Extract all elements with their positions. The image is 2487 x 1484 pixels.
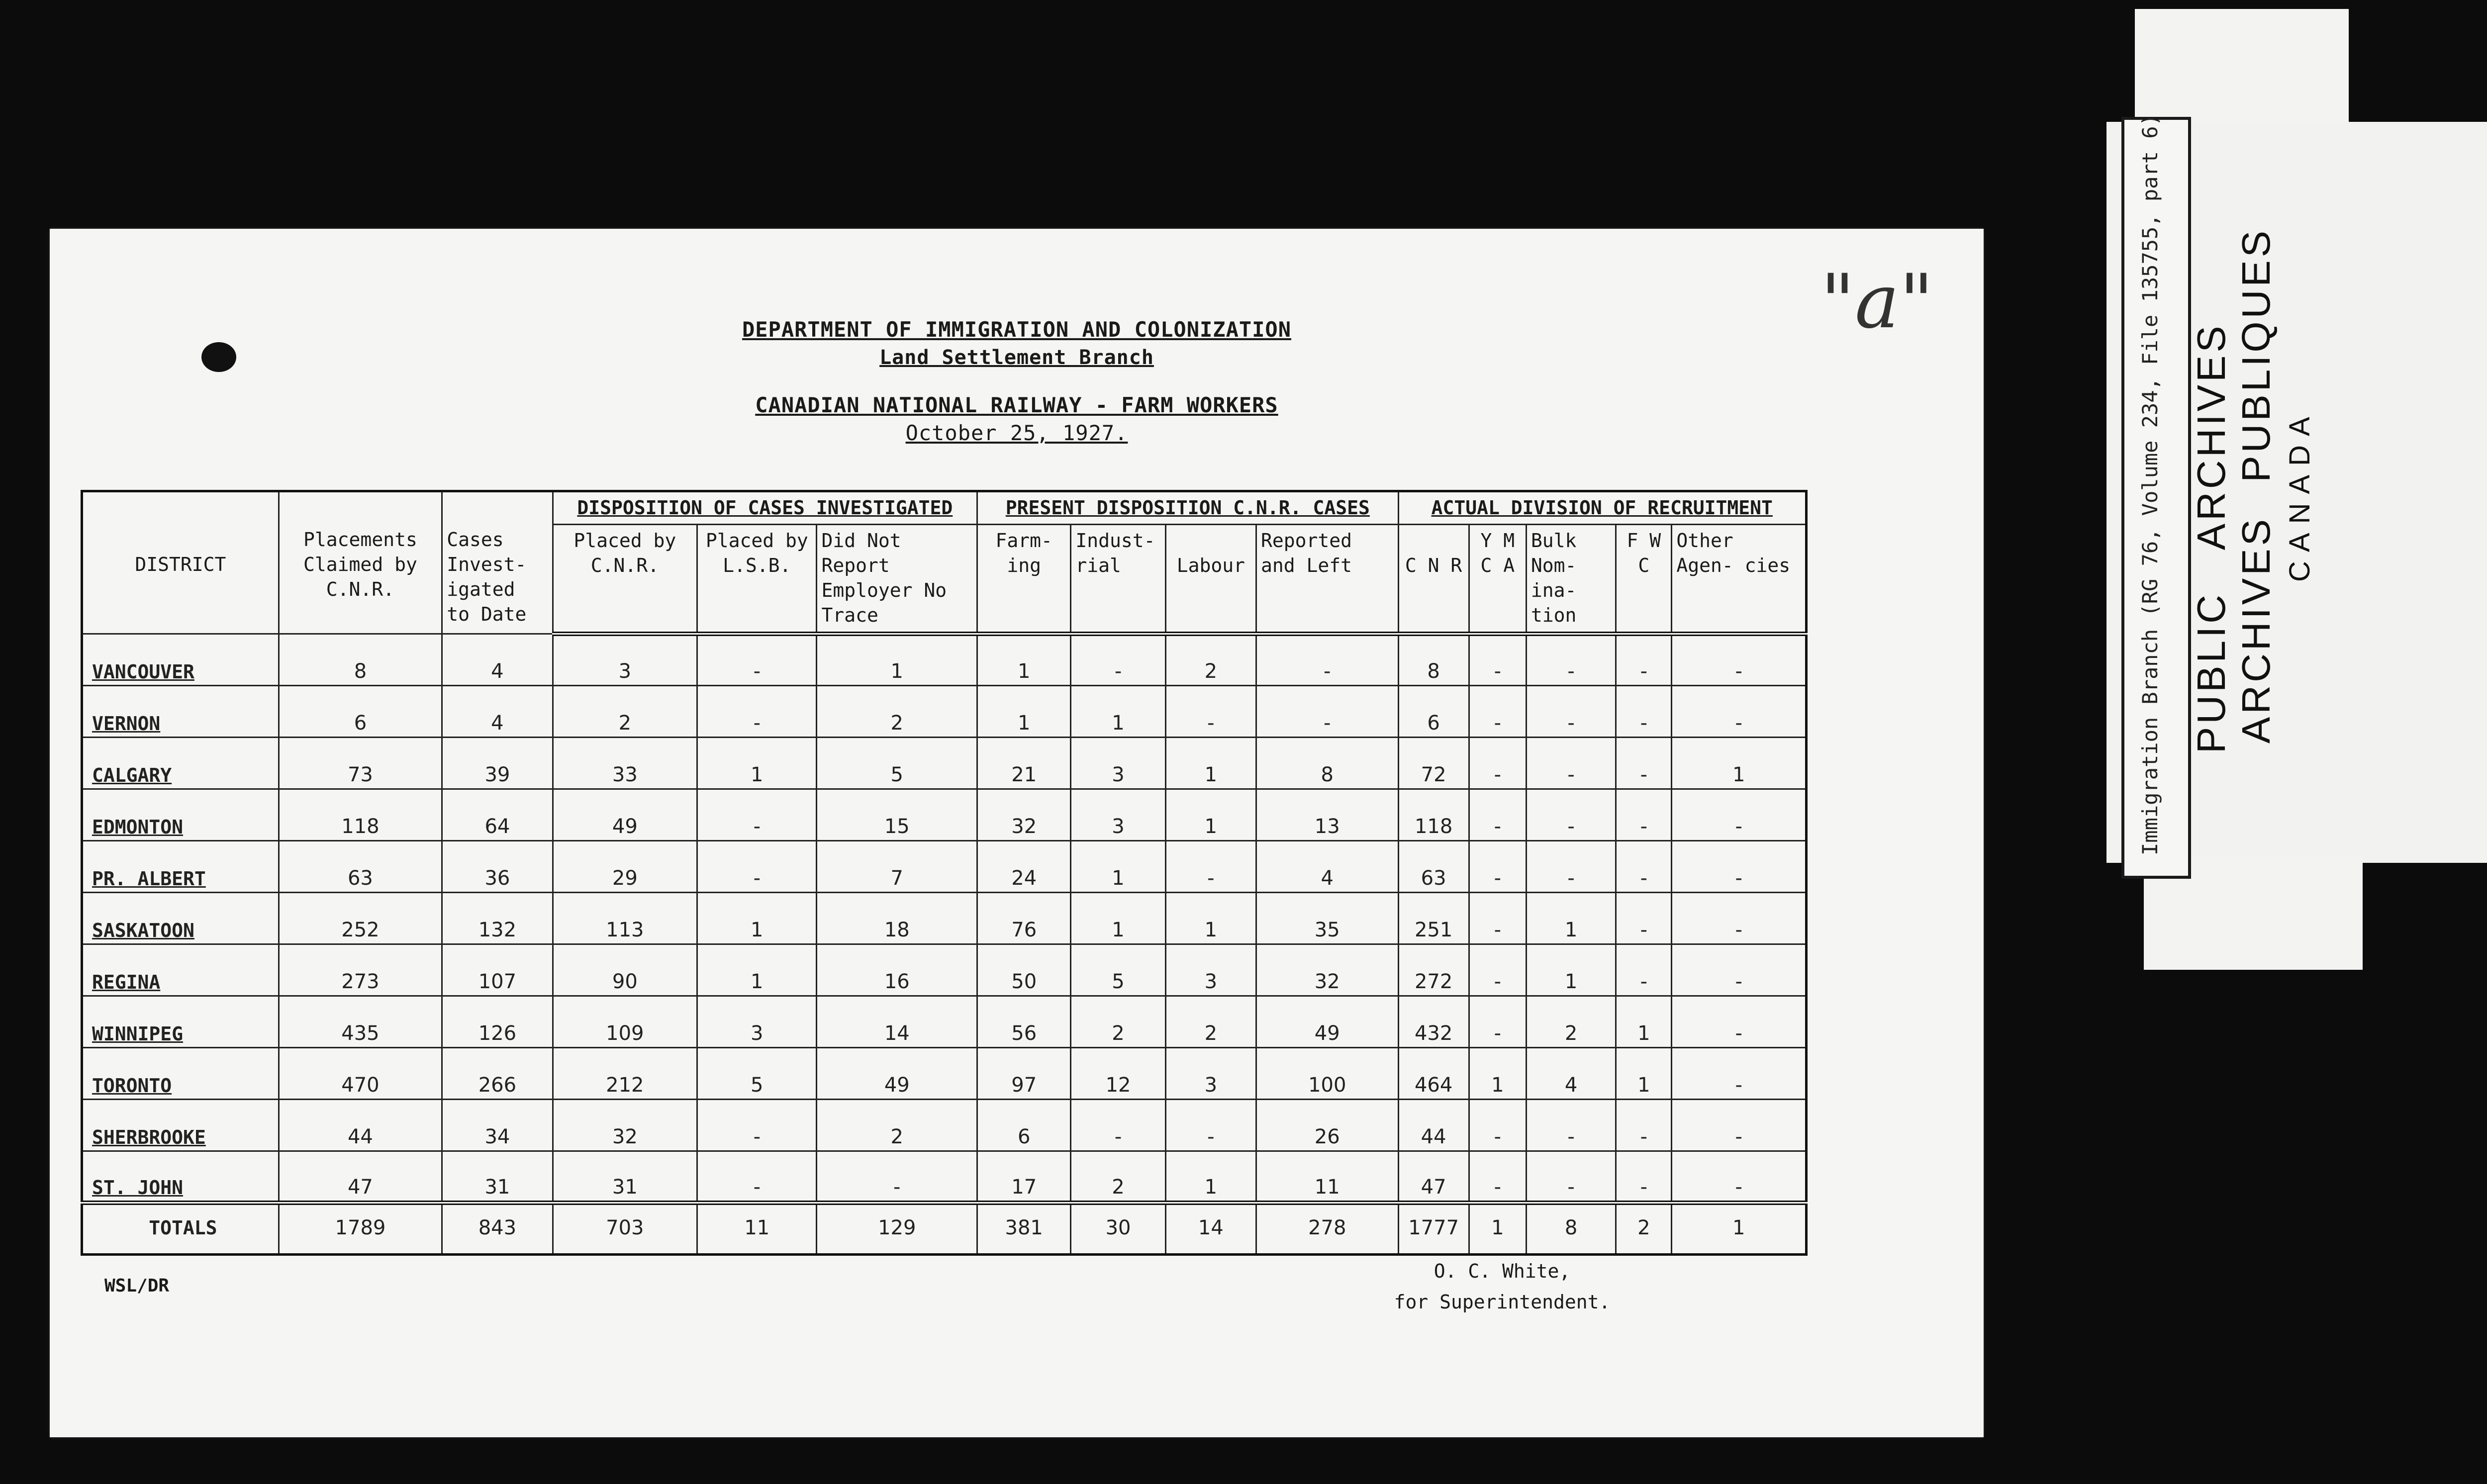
table-cell: 132	[442, 892, 553, 944]
table-cell: -	[1256, 686, 1398, 738]
total-cell: 8	[1526, 1203, 1616, 1254]
table-cell: 1	[1526, 892, 1616, 944]
document-page	[50, 229, 1984, 1437]
table-cell: 8	[279, 634, 442, 686]
district-name: VANCOUVER	[82, 634, 279, 686]
table-cell: -	[1469, 840, 1526, 892]
table-cell: 118	[1398, 789, 1469, 840]
table-cell: 251	[1398, 892, 1469, 944]
table-cell: -	[1672, 944, 1807, 996]
table-cell: 73	[279, 738, 442, 789]
table-cell: -	[1526, 634, 1616, 686]
table-cell: -	[1469, 892, 1526, 944]
table-cell: 273	[279, 944, 442, 996]
table-cell: 4	[442, 634, 553, 686]
table-cell: 1	[1469, 1047, 1526, 1099]
table-cell: 47	[279, 1151, 442, 1203]
archive-line-publiques: ARCHIVES PUBLIQUES	[2234, 227, 2278, 743]
table-cell: 31	[553, 1151, 697, 1203]
table-cell: 435	[279, 996, 442, 1047]
table-cell: 49	[1256, 996, 1398, 1047]
totals-row	[82, 1203, 1807, 1254]
table-cell: 39	[442, 738, 553, 789]
table-cell: -	[1672, 634, 1807, 686]
table-cell: -	[1526, 738, 1616, 789]
total-cell: 2	[1616, 1203, 1672, 1254]
table-cell: -	[1469, 1151, 1526, 1203]
table-cell: 26	[1256, 1099, 1398, 1151]
table-cell: -	[1616, 686, 1672, 738]
table-cell: 97	[977, 1047, 1071, 1099]
table-cell: 2	[1165, 996, 1256, 1047]
table-row	[82, 996, 1807, 1047]
table-cell: -	[1672, 686, 1807, 738]
table-cell: -	[1469, 738, 1526, 789]
table-cell: 14	[817, 996, 977, 1047]
table-cell: 56	[977, 996, 1071, 1047]
table-cell: 2	[1165, 634, 1256, 686]
table-cell: 50	[977, 944, 1071, 996]
district-name: REGINA	[82, 944, 279, 996]
col-other-agencies: Other Agen- cies	[1672, 524, 1807, 634]
table-cell: 12	[1071, 1047, 1165, 1099]
table-cell: 32	[553, 1099, 697, 1151]
handwritten-mark: "a"	[1820, 259, 1934, 345]
table-cell: -	[1526, 1099, 1616, 1151]
table-cell: -	[1616, 1099, 1672, 1151]
table-cell: -	[1616, 840, 1672, 892]
table-cell: 252	[279, 892, 442, 944]
table-cell: 15	[817, 789, 977, 840]
table-cell: -	[1165, 840, 1256, 892]
table-cell: 3	[1071, 738, 1165, 789]
col-fwc: F W C	[1616, 524, 1672, 634]
table-cell: 33	[553, 738, 697, 789]
table-cell: 4	[1256, 840, 1398, 892]
table-cell: -	[1165, 1099, 1256, 1151]
table-cell: 18	[817, 892, 977, 944]
table-cell: 90	[553, 944, 697, 996]
table-cell: 1	[1616, 1047, 1672, 1099]
table-cell: 17	[977, 1151, 1071, 1203]
table-cell: 1	[1165, 789, 1256, 840]
table-cell: -	[1469, 789, 1526, 840]
table-cell: 113	[553, 892, 697, 944]
table-cell: 49	[817, 1047, 977, 1099]
table-cell: 64	[442, 789, 553, 840]
table-cell: -	[697, 1099, 817, 1151]
table-cell: 4	[442, 686, 553, 738]
table-cell: -	[1526, 1151, 1616, 1203]
table-cell: 31	[442, 1151, 553, 1203]
table-cell: 1	[1165, 1151, 1256, 1203]
table-cell: 1	[1165, 738, 1256, 789]
table-cell: 35	[1256, 892, 1398, 944]
table-cell: -	[1672, 840, 1807, 892]
table-cell: 3	[1071, 789, 1165, 840]
col-cases: Cases Invest- igated to Date	[442, 491, 553, 634]
col-placements: Placements Claimed by C.N.R.	[279, 491, 442, 634]
table-cell: 16	[817, 944, 977, 996]
table-cell: 1	[1672, 738, 1807, 789]
table-cell: 109	[553, 996, 697, 1047]
table-cell: 4	[1526, 1047, 1616, 1099]
total-cell: 1789	[279, 1203, 442, 1254]
total-cell: 129	[817, 1203, 977, 1254]
district-name: ST. JOHN	[82, 1151, 279, 1203]
table-cell: -	[1526, 840, 1616, 892]
col-placed-cnr: Placed by C.N.R.	[553, 524, 697, 634]
table-row	[82, 634, 1807, 686]
table-cell: -	[1616, 789, 1672, 840]
table-cell: 470	[279, 1047, 442, 1099]
table-cell: 118	[279, 789, 442, 840]
district-name: WINNIPEG	[82, 996, 279, 1047]
table-cell: -	[1469, 944, 1526, 996]
district-name: VERNON	[82, 686, 279, 738]
table-cell: 11	[1256, 1151, 1398, 1203]
table-cell: -	[1616, 944, 1672, 996]
table-cell: -	[1672, 1151, 1807, 1203]
report-date: October 25, 1927.	[905, 421, 1128, 445]
table-cell: -	[1616, 738, 1672, 789]
table-cell: 212	[553, 1047, 697, 1099]
table-cell: 2	[817, 1099, 977, 1151]
table-cell: 5	[697, 1047, 817, 1099]
table-cell: 2	[1071, 1151, 1165, 1203]
table-cell: -	[1672, 789, 1807, 840]
table-cell: 34	[442, 1099, 553, 1151]
totals-label: TOTALS	[82, 1203, 279, 1254]
table-cell: 1	[697, 738, 817, 789]
table-cell: -	[1469, 634, 1526, 686]
table-cell: 13	[1256, 789, 1398, 840]
table-cell: 32	[1256, 944, 1398, 996]
table-cell: 44	[279, 1099, 442, 1151]
district-name: SHERBROOKE	[82, 1099, 279, 1151]
table-row	[82, 1099, 1807, 1151]
table-cell: 24	[977, 840, 1071, 892]
table-cell: 8	[1398, 634, 1469, 686]
group-disposition: DISPOSITION OF CASES INVESTIGATED	[553, 491, 977, 525]
table-cell: 2	[817, 686, 977, 738]
table-cell: -	[1526, 686, 1616, 738]
table-cell: 29	[553, 840, 697, 892]
table-cell: -	[1256, 634, 1398, 686]
table-cell: -	[1616, 892, 1672, 944]
total-cell: 30	[1071, 1203, 1165, 1254]
col-labour: Labour	[1165, 524, 1256, 634]
table-cell: 49	[553, 789, 697, 840]
table-cell: 63	[279, 840, 442, 892]
table-cell: 2	[553, 686, 697, 738]
department-heading: DEPARTMENT OF IMMIGRATION AND COLONIZATION	[742, 317, 1292, 342]
table-cell: 266	[442, 1047, 553, 1099]
col-ymca: Y M C A	[1469, 524, 1526, 634]
table-cell: 1	[977, 634, 1071, 686]
total-cell: 14	[1165, 1203, 1256, 1254]
table-cell: 272	[1398, 944, 1469, 996]
table-cell: 1	[697, 944, 817, 996]
table-cell: 7	[817, 840, 977, 892]
district-name: CALGARY	[82, 738, 279, 789]
table-cell: -	[1672, 996, 1807, 1047]
col-did-not-report: Did Not Report Employer No Trace	[817, 524, 977, 634]
table-cell: 100	[1256, 1047, 1398, 1099]
recruitment-table	[81, 490, 1808, 1256]
table-cell: -	[1071, 1099, 1165, 1151]
table-cell: 3	[553, 634, 697, 686]
table-cell: 1	[1071, 892, 1165, 944]
archive-source-text: Immigration Branch (RG 76, Volume 234, File 135755, part 6)	[2138, 113, 2162, 855]
table-cell: 3	[1165, 944, 1256, 996]
table-row	[82, 686, 1807, 738]
table-cell: -	[697, 1151, 817, 1203]
table-cell: -	[1616, 1151, 1672, 1203]
table-cell: 6	[977, 1099, 1071, 1151]
table-cell: 6	[1398, 686, 1469, 738]
table-cell: 36	[442, 840, 553, 892]
report-title: CANADIAN NATIONAL RAILWAY - FARM WORKERS	[755, 393, 1278, 417]
table-cell: 2	[1526, 996, 1616, 1047]
col-district: DISTRICT	[82, 491, 279, 634]
table-cell: 47	[1398, 1151, 1469, 1203]
table-row	[82, 944, 1807, 996]
table-cell: -	[1071, 634, 1165, 686]
district-name: TORONTO	[82, 1047, 279, 1099]
table-cell: 21	[977, 738, 1071, 789]
col-cnr: C N R	[1398, 524, 1469, 634]
table-row	[82, 1151, 1807, 1203]
archive-line-public: PUBLIC ARCHIVES	[2189, 323, 2233, 753]
table-cell: 1	[1165, 892, 1256, 944]
table-cell: 6	[279, 686, 442, 738]
table-cell: 1	[1071, 840, 1165, 892]
table-cell: 107	[442, 944, 553, 996]
table-cell: -	[1469, 686, 1526, 738]
signature-name: O. C. White,	[1434, 1260, 1571, 1282]
total-cell: 703	[553, 1203, 697, 1254]
table-cell: 464	[1398, 1047, 1469, 1099]
table-row	[82, 840, 1807, 892]
group-actual-division: ACTUAL DIVISION OF RECRUITMENT	[1398, 491, 1807, 525]
group-present-disposition: PRESENT DISPOSITION C.N.R. CASES	[977, 491, 1398, 525]
table-cell: 63	[1398, 840, 1469, 892]
table-cell: 8	[1256, 738, 1398, 789]
table-cell: 3	[697, 996, 817, 1047]
table-cell: 5	[817, 738, 977, 789]
reference-initials: WSL/DR	[104, 1276, 170, 1296]
table-cell: -	[697, 634, 817, 686]
table-cell: 32	[977, 789, 1071, 840]
signature-block	[1353, 1256, 1651, 1317]
branch-heading: Land Settlement Branch	[879, 346, 1154, 369]
table-cell: -	[1526, 789, 1616, 840]
table-cell: -	[697, 686, 817, 738]
table-cell: -	[1165, 686, 1256, 738]
table-cell: 1	[1526, 944, 1616, 996]
table-row	[82, 1047, 1807, 1099]
col-farming: Farm- ing	[977, 524, 1071, 634]
district-name: SASKATOON	[82, 892, 279, 944]
table-cell: 76	[977, 892, 1071, 944]
table-cell: 1	[697, 892, 817, 944]
total-cell: 11	[697, 1203, 817, 1254]
total-cell: 1	[1672, 1203, 1807, 1254]
archive-line-canada: CANADA	[2284, 408, 2316, 582]
table-cell: 2	[1071, 996, 1165, 1047]
district-name: EDMONTON	[82, 789, 279, 840]
table-row	[82, 738, 1807, 789]
table-cell: 1	[977, 686, 1071, 738]
signature-role: for Superintendent.	[1394, 1291, 1611, 1313]
total-cell: 381	[977, 1203, 1071, 1254]
table-cell: 3	[1165, 1047, 1256, 1099]
table-cell: -	[697, 840, 817, 892]
table-cell: -	[1672, 892, 1807, 944]
col-reported-left: Reported and Left	[1256, 524, 1398, 634]
col-bulk-nomination: Bulk Nom- ina- tion	[1526, 524, 1616, 634]
table-cell: 432	[1398, 996, 1469, 1047]
table-cell: -	[1616, 634, 1672, 686]
total-cell: 1777	[1398, 1203, 1469, 1254]
table-cell: 126	[442, 996, 553, 1047]
table-cell: -	[817, 1151, 977, 1203]
total-cell: 278	[1256, 1203, 1398, 1254]
table-cell: 1	[817, 634, 977, 686]
table-cell: 72	[1398, 738, 1469, 789]
table-cell: -	[1469, 1099, 1526, 1151]
total-cell: 843	[442, 1203, 553, 1254]
col-placed-lsb: Placed by L.S.B.	[697, 524, 817, 634]
table-cell: 44	[1398, 1099, 1469, 1151]
table-cell: 5	[1071, 944, 1165, 996]
table-cell: -	[1469, 996, 1526, 1047]
col-industrial: Indust- rial	[1071, 524, 1165, 634]
table-cell: 1	[1616, 996, 1672, 1047]
district-name: PR. ALBERT	[82, 840, 279, 892]
table-cell: -	[1672, 1047, 1807, 1099]
total-cell: 1	[1469, 1203, 1526, 1254]
table-row	[82, 892, 1807, 944]
table-row	[82, 789, 1807, 840]
table-cell: -	[1672, 1099, 1807, 1151]
table-cell: -	[697, 789, 817, 840]
table-cell: 1	[1071, 686, 1165, 738]
